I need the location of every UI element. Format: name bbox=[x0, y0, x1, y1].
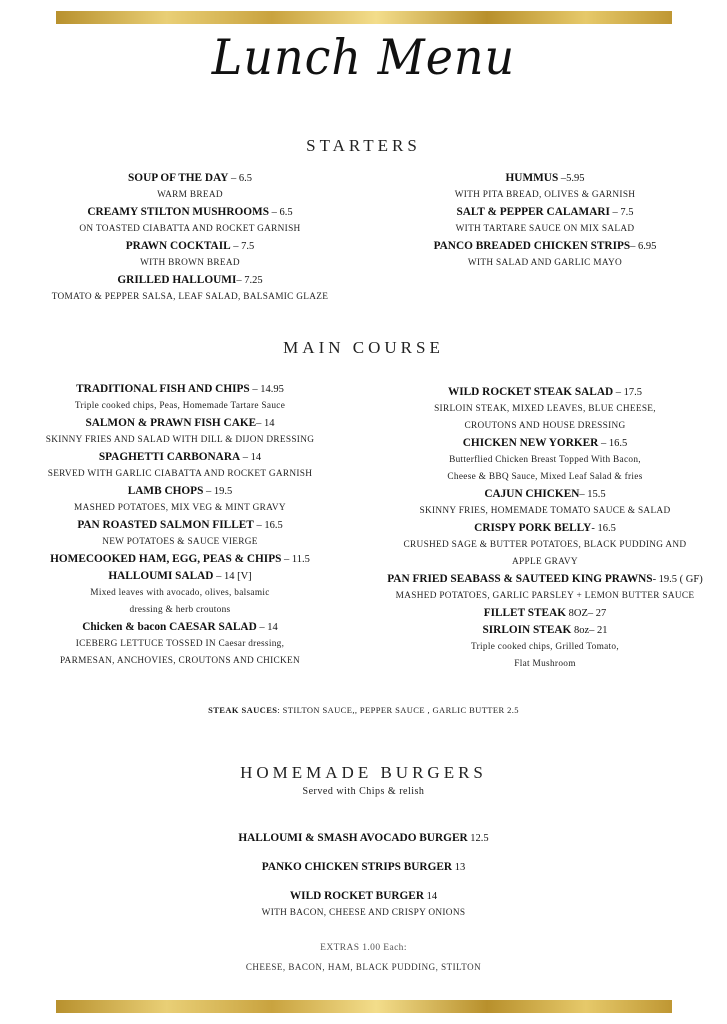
steak-sauces-text: : STILTON SAUCE,, PEPPER SAUCE , GARLIC BUTTER 2.5 bbox=[277, 705, 519, 715]
menu-item-name: PAN ROASTED SALMON FILLET bbox=[77, 519, 254, 531]
menu-item-title bbox=[0, 888, 727, 905]
menu-item bbox=[20, 204, 360, 238]
menu-item bbox=[10, 568, 350, 619]
menu-item bbox=[380, 520, 710, 571]
menu-item-description: CRUSHED SAGE & BUTTER POTATOES, BLACK PUDDING AND bbox=[403, 540, 687, 550]
burgers-list bbox=[0, 830, 727, 922]
menu-item-description: TOMATO & PEPPER SALSA, LEAF SALAD, BALSAMIC GLAZE bbox=[51, 292, 329, 302]
burgers-subheading: Served with Chips & relish bbox=[302, 786, 425, 797]
steak-sauces-label: STEAK SAUCES bbox=[208, 705, 278, 715]
menu-item-name: LAMB CHOPS bbox=[127, 485, 204, 497]
menu-item-price: – 6.5 bbox=[228, 173, 252, 184]
bottom-gold-border bbox=[56, 1000, 672, 1013]
menu-item-title bbox=[10, 619, 350, 636]
menu-item-title bbox=[10, 415, 350, 432]
menu-title: Lunch Menu bbox=[211, 28, 516, 86]
starters-left-column bbox=[20, 170, 360, 306]
menu-item-title bbox=[10, 568, 350, 585]
burgers-heading: HOMEMADE BURGERS bbox=[240, 763, 487, 782]
menu-item-price: 8OZ– 27 bbox=[566, 608, 607, 619]
menu-item bbox=[10, 483, 350, 517]
menu-item-name: SIRLOIN STEAK bbox=[482, 624, 572, 636]
menu-item-name: HUMMUS bbox=[505, 172, 559, 184]
main-course-heading: MAIN COURSE bbox=[283, 338, 444, 357]
menu-item-name: SALMON & PRAWN FISH CAKE bbox=[85, 417, 257, 429]
menu-item bbox=[10, 381, 350, 415]
menu-item-description: MASHED POTATOES, MIX VEG & MINT GRAVY bbox=[74, 503, 286, 513]
menu-item-price: 13 bbox=[452, 862, 466, 873]
menu-item-description: SERVED WITH GARLIC CIABATTA AND ROCKET GARNISH bbox=[47, 469, 313, 479]
menu-item bbox=[10, 517, 350, 551]
menu-item-title bbox=[380, 605, 710, 622]
menu-item bbox=[380, 204, 710, 238]
menu-item bbox=[0, 859, 727, 876]
menu-item-price: – 6.5 bbox=[269, 207, 293, 218]
menu-item-price: – 7.5 bbox=[609, 207, 634, 218]
menu-item-name: WILD ROCKET STEAK SALAD bbox=[447, 386, 614, 398]
menu-item-price: 14 bbox=[424, 891, 438, 902]
menu-item-price: – 11.5 bbox=[281, 554, 310, 565]
menu-item-title bbox=[380, 170, 710, 187]
menu-item-description: SKINNY FRIES, HOMEMADE TOMATO SAUCE & SALAD bbox=[419, 506, 671, 516]
menu-item-title bbox=[10, 517, 350, 534]
menu-item-name: FILLET STEAK bbox=[483, 607, 567, 619]
menu-item-description: WITH PITA BREAD, OLIVES & GARNISH bbox=[454, 190, 636, 200]
menu-item-title bbox=[0, 859, 727, 876]
menu-item bbox=[20, 272, 360, 306]
menu-item-description: Flat Mushroom bbox=[514, 659, 576, 669]
menu-item-price: 12.5 bbox=[467, 833, 489, 844]
menu-item-name: PANKO CHICKEN STRIPS BURGER bbox=[261, 861, 453, 873]
menu-item bbox=[10, 449, 350, 483]
menu-item bbox=[380, 238, 710, 272]
menu-item bbox=[380, 605, 710, 622]
menu-item-price: – 7.25 bbox=[236, 275, 263, 286]
menu-item-price: – 19.5 bbox=[203, 486, 233, 497]
menu-item-price: – 14 bbox=[256, 418, 275, 429]
menu-item-name: WILD ROCKET BURGER bbox=[289, 890, 424, 902]
menu-item-name: HOMECOOKED HAM, EGG, PEAS & CHIPS bbox=[50, 553, 282, 565]
menu-item-title bbox=[20, 238, 360, 255]
menu-item-price: 8oz– 21 bbox=[571, 625, 608, 636]
menu-item bbox=[10, 551, 350, 568]
menu-item-title bbox=[20, 170, 360, 187]
menu-item-name: Chicken & bacon CAESAR SALAD bbox=[82, 621, 257, 633]
menu-item-title bbox=[380, 486, 710, 503]
menu-item-title bbox=[380, 435, 710, 452]
menu-item-description: SIRLOIN STEAK, MIXED LEAVES, BLUE CHEESE, bbox=[434, 404, 656, 414]
menu-item-title bbox=[10, 449, 350, 466]
menu-item-description: MASHED POTATOES, GARLIC PARSLEY + LEMON BUTTER SAUCE bbox=[395, 591, 695, 601]
menu-item-name: CAJUN CHICKEN bbox=[484, 488, 580, 500]
menu-item-description: dressing & herb croutons bbox=[129, 605, 231, 615]
menu-item bbox=[380, 170, 710, 204]
menu-item-name: PRAWN COCKTAIL bbox=[125, 240, 231, 252]
menu-item-name: TRADITIONAL FISH AND CHIPS bbox=[76, 383, 250, 395]
menu-item-name: PAN FRIED SEABASS & SAUTEED KING PRAWNS bbox=[387, 573, 653, 585]
menu-item bbox=[380, 384, 710, 435]
menu-item-name: CHICKEN NEW YORKER bbox=[462, 437, 599, 449]
menu-item-description: WITH SALAD AND GARLIC MAYO bbox=[467, 258, 623, 268]
menu-item-name: CRISPY PORK BELLY bbox=[474, 522, 592, 534]
menu-item-title bbox=[10, 483, 350, 500]
menu-item-price: - 19.5 ( GF) bbox=[652, 574, 703, 585]
menu-item-price: – 17.5 bbox=[613, 387, 643, 398]
menu-item bbox=[380, 622, 710, 673]
menu-item-price: - 16.5 bbox=[591, 523, 616, 534]
menu-item-description: NEW POTATOES & SAUCE VIERGE bbox=[102, 537, 258, 547]
menu-item-title bbox=[380, 204, 710, 221]
menu-item-description: Triple cooked chips, Peas, Homemade Tartare Sauce bbox=[74, 401, 286, 411]
menu-item-title bbox=[10, 381, 350, 398]
menu-item-title bbox=[20, 204, 360, 221]
menu-item bbox=[20, 238, 360, 272]
main-left-column bbox=[10, 381, 350, 670]
menu-item-description: Triple cooked chips, Grilled Tomato, bbox=[470, 642, 620, 652]
starters-heading: STARTERS bbox=[306, 136, 421, 155]
menu-item bbox=[0, 888, 727, 922]
menu-item-price: – 14 [V] bbox=[213, 571, 252, 582]
menu-item-description: APPLE GRAVY bbox=[512, 557, 578, 567]
menu-item-name: SALT & PEPPER CALAMARI bbox=[456, 206, 610, 218]
menu-item-title bbox=[380, 384, 710, 401]
menu-item-description: Cheese & BBQ Sauce, Mixed Leaf Salad & fries bbox=[447, 472, 643, 482]
menu-item-name: PANCO BREADED CHICKEN STRIPS bbox=[433, 240, 631, 252]
menu-item-name: CREAMY STILTON MUSHROOMS bbox=[87, 206, 269, 218]
menu-item-description: SKINNY FRIES AND SALAD WITH DILL & DIJON DRESSING bbox=[45, 435, 315, 445]
menu-item bbox=[10, 619, 350, 670]
menu-item-description: WARM BREAD bbox=[157, 190, 223, 200]
menu-item-price: – 7.5 bbox=[230, 241, 255, 252]
menu-item-price: – 16.5 bbox=[598, 438, 628, 449]
menu-item-description: WITH BROWN BREAD bbox=[140, 258, 240, 268]
menu-item-price: – 15.5 bbox=[579, 489, 606, 500]
main-right-column bbox=[380, 384, 710, 673]
menu-item-description: PARMESAN, ANCHOVIES, CROUTONS AND CHICKEN bbox=[59, 656, 301, 666]
menu-item bbox=[380, 486, 710, 520]
extras-list: CHEESE, BACON, HAM, BLACK PUDDING, STILTON bbox=[245, 962, 482, 972]
steak-sauces-line bbox=[0, 705, 727, 715]
menu-item bbox=[380, 435, 710, 486]
menu-item bbox=[380, 571, 710, 605]
menu-item-title bbox=[380, 238, 710, 255]
menu-item-description: ON TOASTED CIABATTA AND ROCKET GARNISH bbox=[79, 224, 301, 234]
menu-item-description: ICEBERG LETTUCE TOSSED IN Caesar dressing, bbox=[75, 639, 285, 649]
menu-item-price: –5.95 bbox=[558, 173, 585, 184]
menu-item-name: HALLOUMI SALAD bbox=[108, 570, 214, 582]
menu-item-title bbox=[380, 571, 710, 588]
starters-right-column bbox=[380, 170, 710, 272]
menu-item-title bbox=[380, 622, 710, 639]
menu-item-title bbox=[380, 520, 710, 537]
menu-item-description: WITH BACON, CHEESE AND CRISPY ONIONS bbox=[261, 908, 466, 918]
extras-title: EXTRAS 1.00 Each: bbox=[320, 943, 407, 953]
menu-item-title bbox=[20, 272, 360, 289]
top-gold-border bbox=[56, 11, 672, 24]
menu-item-title bbox=[0, 830, 727, 847]
menu-item-name: GRILLED HALLOUMI bbox=[117, 274, 237, 286]
menu-item-name: SPAGHETTI CARBONARA bbox=[98, 451, 241, 463]
menu-item-title bbox=[10, 551, 350, 568]
menu-item-description: WITH TARTARE SAUCE ON MIX SALAD bbox=[455, 224, 635, 234]
menu-item bbox=[20, 170, 360, 204]
menu-item-price: – 14 bbox=[240, 452, 262, 463]
menu-item-name: HALLOUMI & SMASH AVOCADO BURGER bbox=[238, 832, 468, 844]
menu-item-description: Butterflied Chicken Breast Topped With Bacon, bbox=[449, 455, 641, 465]
menu-item-description: CROUTONS AND HOUSE DRESSING bbox=[464, 421, 626, 431]
menu-item-name: SOUP OF THE DAY bbox=[128, 172, 229, 184]
menu-item bbox=[0, 830, 727, 847]
menu-item-description: Mixed leaves with avocado, olives, balsamic bbox=[90, 588, 270, 598]
menu-item-price: – 14 bbox=[256, 622, 278, 633]
menu-item-price: – 14.95 bbox=[249, 384, 284, 395]
menu-item bbox=[10, 415, 350, 449]
menu-item-price: – 6.95 bbox=[630, 241, 657, 252]
menu-item-price: – 16.5 bbox=[253, 520, 283, 531]
